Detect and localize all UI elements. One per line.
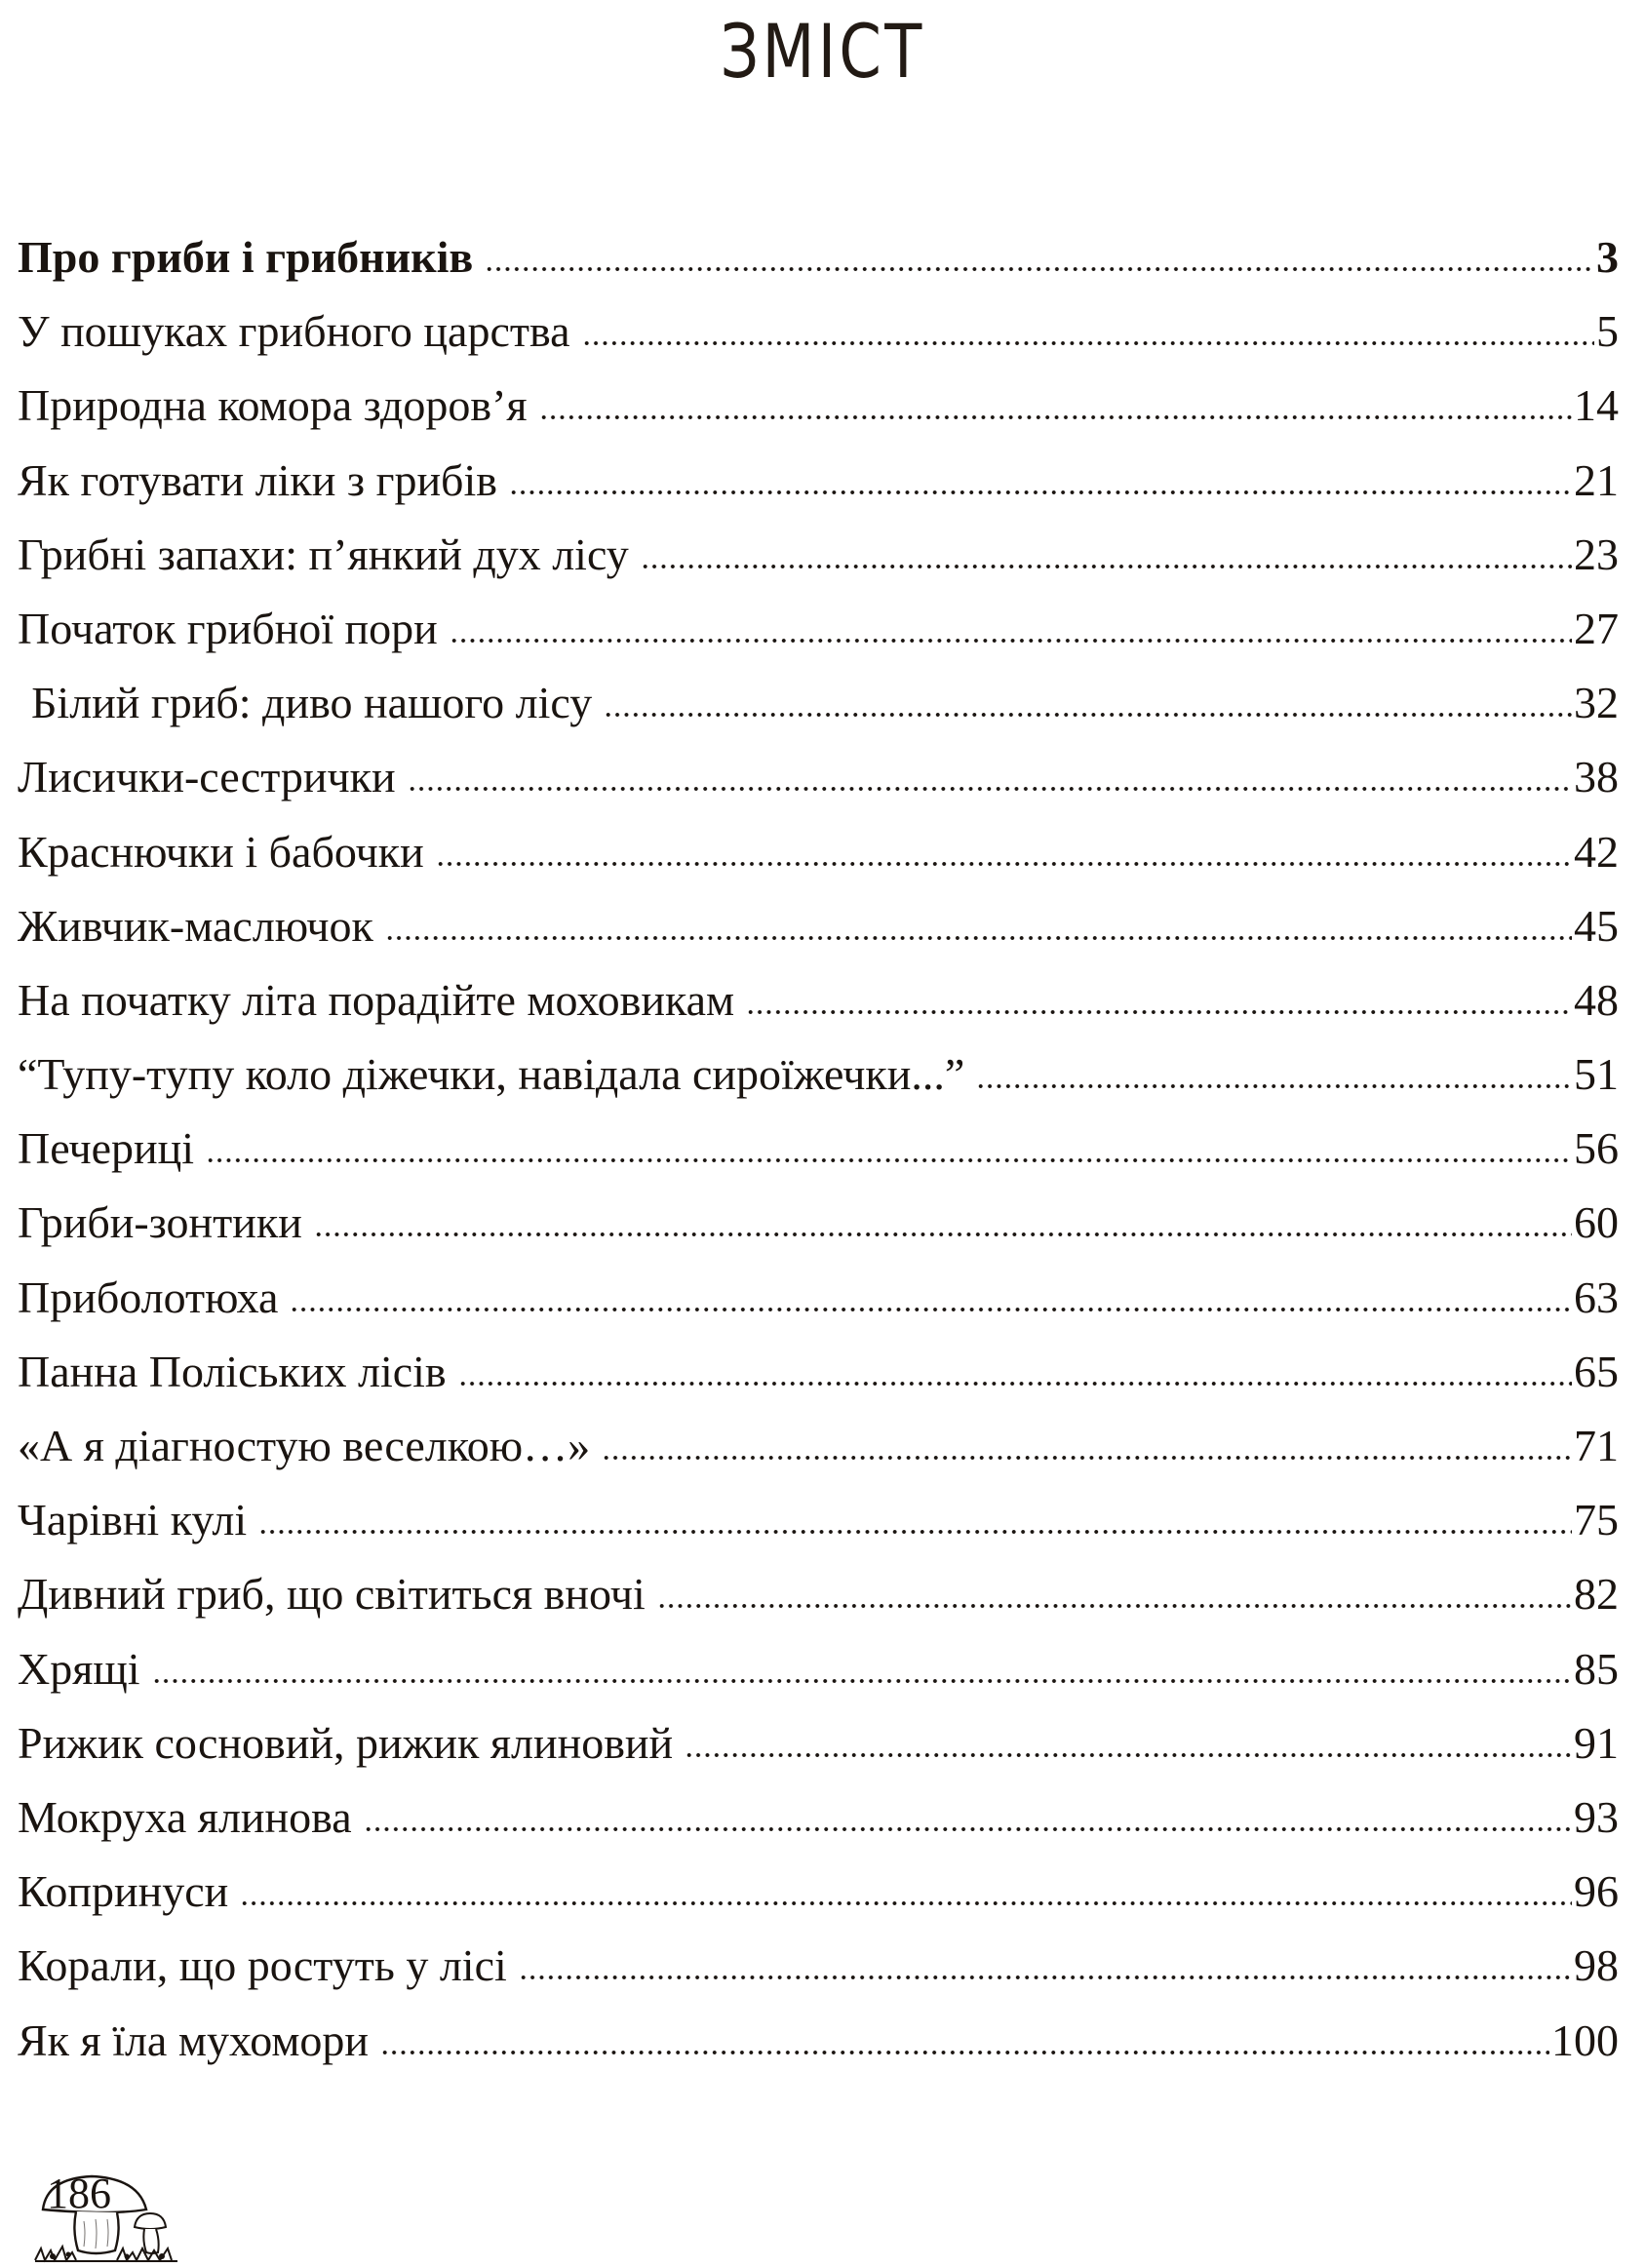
toc-entry-title: Краснючки і бабочки bbox=[18, 826, 424, 877]
dot-leader bbox=[364, 1826, 1572, 1832]
toc-entry-page: 38 bbox=[1574, 752, 1619, 802]
toc-entry-title: Лисички-сестрички bbox=[18, 752, 396, 802]
toc-entry-page: 71 bbox=[1574, 1421, 1619, 1470]
toc-entry-page: 75 bbox=[1574, 1495, 1619, 1545]
toc-entry-title: «А я діагностую веселкою…» bbox=[18, 1421, 591, 1470]
toc-entry-page: 3 bbox=[1596, 232, 1619, 282]
toc-entry bbox=[18, 1557, 1619, 1631]
toc-entry-title: Дивний гриб, що світиться вночі bbox=[18, 1569, 646, 1620]
page-number: 186 bbox=[47, 2170, 111, 2217]
dot-leader bbox=[206, 1157, 1572, 1163]
dot-leader bbox=[582, 340, 1595, 346]
toc-entry-title: Про гриби і грибників bbox=[18, 232, 474, 282]
toc-entry-title: Корали, що ростуть у лісі bbox=[18, 1940, 507, 1991]
dot-leader bbox=[240, 1900, 1572, 1906]
dot-leader bbox=[602, 1455, 1572, 1461]
dot-leader bbox=[258, 1529, 1572, 1535]
toc-entry bbox=[18, 1409, 1619, 1483]
toc-entry-title: Приболотюха bbox=[18, 1271, 279, 1322]
toc-entry-page: 51 bbox=[1574, 1049, 1619, 1100]
toc-entry-title: Початок грибної пори bbox=[18, 603, 438, 653]
dot-leader bbox=[314, 1232, 1572, 1237]
toc-entry-page: 93 bbox=[1574, 1791, 1619, 1842]
toc-entry-title: Панна Поліських лісів bbox=[18, 1346, 447, 1396]
toc-entry-page: 96 bbox=[1574, 1866, 1619, 1917]
toc-entry bbox=[18, 889, 1619, 963]
page-title: ЗМІСТ bbox=[720, 8, 925, 95]
dot-leader bbox=[604, 712, 1572, 718]
dot-leader bbox=[408, 786, 1572, 792]
toc-entry-title: Рижик сосновий, рижик ялиновий bbox=[18, 1717, 674, 1768]
dot-leader bbox=[746, 1009, 1572, 1015]
toc-entry-title: Як готувати ліки з грибів bbox=[18, 454, 497, 505]
toc-entry-title: У пошуках грибного царства bbox=[18, 306, 570, 357]
dot-leader bbox=[539, 414, 1572, 420]
dot-leader bbox=[290, 1307, 1572, 1312]
dot-leader bbox=[657, 1603, 1572, 1609]
toc-entry bbox=[18, 963, 1619, 1037]
dot-leader bbox=[385, 935, 1572, 941]
toc-entry-page: 56 bbox=[1574, 1123, 1619, 1174]
toc-entry-page: 60 bbox=[1574, 1197, 1619, 1248]
toc-entry-page: 85 bbox=[1574, 1643, 1619, 1694]
toc-entry-title: Білий гриб: диво нашого лісу bbox=[31, 678, 593, 728]
toc-entry-title: Живчик-маслючок bbox=[18, 900, 373, 951]
table-of-contents bbox=[18, 220, 1619, 2078]
toc-entry bbox=[18, 1632, 1619, 1706]
toc-entry bbox=[18, 1261, 1619, 1335]
toc-entry bbox=[18, 220, 1619, 294]
toc-entry-page: 23 bbox=[1574, 528, 1619, 579]
toc-entry-page: 91 bbox=[1574, 1717, 1619, 1768]
toc-entry-title: Печериці bbox=[18, 1123, 195, 1174]
toc-entry bbox=[18, 369, 1619, 443]
toc-entry-title: Копринуси bbox=[18, 1866, 229, 1917]
toc-entry bbox=[18, 1335, 1619, 1409]
toc-entry bbox=[18, 1186, 1619, 1260]
toc-entry-title: Природна комора здоров’я bbox=[18, 380, 528, 431]
toc-entry-title: Гриби-зонтики bbox=[18, 1197, 302, 1248]
toc-entry-page: 27 bbox=[1574, 603, 1619, 653]
toc-entry-page: 82 bbox=[1574, 1569, 1619, 1620]
toc-entry-page: 42 bbox=[1574, 826, 1619, 877]
toc-entry bbox=[18, 666, 1619, 740]
dot-leader bbox=[152, 1678, 1572, 1684]
toc-entry bbox=[18, 1706, 1619, 1780]
toc-entry bbox=[18, 518, 1619, 592]
toc-entry-page: 65 bbox=[1574, 1346, 1619, 1396]
toc-entry bbox=[18, 1112, 1619, 1186]
dot-leader bbox=[458, 1381, 1572, 1387]
toc-entry bbox=[18, 2004, 1619, 2078]
toc-entry-title: “Тупу-тупу коло діжечки, навідала сироїжечки...” bbox=[18, 1049, 965, 1100]
toc-entry bbox=[18, 1037, 1619, 1112]
dot-leader bbox=[436, 861, 1572, 867]
toc-entry-page: 5 bbox=[1596, 306, 1619, 357]
toc-entry bbox=[18, 592, 1619, 666]
toc-entry-title: Грибні запахи: п’янкий дух лісу bbox=[18, 528, 629, 579]
dot-leader bbox=[976, 1083, 1572, 1089]
toc-entry-title: Чарівні кулі bbox=[18, 1495, 248, 1545]
dot-leader bbox=[380, 2050, 1549, 2055]
toc-entry-page: 63 bbox=[1574, 1271, 1619, 1322]
dot-leader bbox=[519, 1975, 1572, 1980]
toc-entry-page: 100 bbox=[1551, 2014, 1619, 2065]
toc-entry-page: 98 bbox=[1574, 1940, 1619, 1991]
toc-entry bbox=[18, 294, 1619, 369]
dot-leader bbox=[685, 1752, 1572, 1758]
dot-leader bbox=[509, 489, 1572, 495]
toc-entry-title: Мокруха ялинова bbox=[18, 1791, 352, 1842]
dot-leader bbox=[641, 564, 1572, 569]
toc-entry bbox=[18, 815, 1619, 889]
toc-entry-page: 48 bbox=[1574, 974, 1619, 1025]
toc-entry bbox=[18, 1929, 1619, 2003]
toc-entry-page: 45 bbox=[1574, 900, 1619, 951]
toc-entry bbox=[18, 1780, 1619, 1855]
toc-entry-page: 32 bbox=[1574, 678, 1619, 728]
toc-entry bbox=[18, 1855, 1619, 1929]
toc-entry bbox=[18, 444, 1619, 518]
toc-entry-title: Хрящі bbox=[18, 1643, 140, 1694]
dot-leader bbox=[450, 638, 1572, 644]
toc-entry bbox=[18, 1483, 1619, 1557]
toc-entry bbox=[18, 740, 1619, 814]
toc-entry-title: Як я їла мухомори bbox=[18, 2014, 370, 2065]
toc-entry-title: На початку літа порадійте моховикам bbox=[18, 974, 735, 1025]
dot-leader bbox=[485, 266, 1594, 272]
toc-entry-page: 21 bbox=[1574, 454, 1619, 505]
toc-entry-page: 14 bbox=[1574, 380, 1619, 431]
